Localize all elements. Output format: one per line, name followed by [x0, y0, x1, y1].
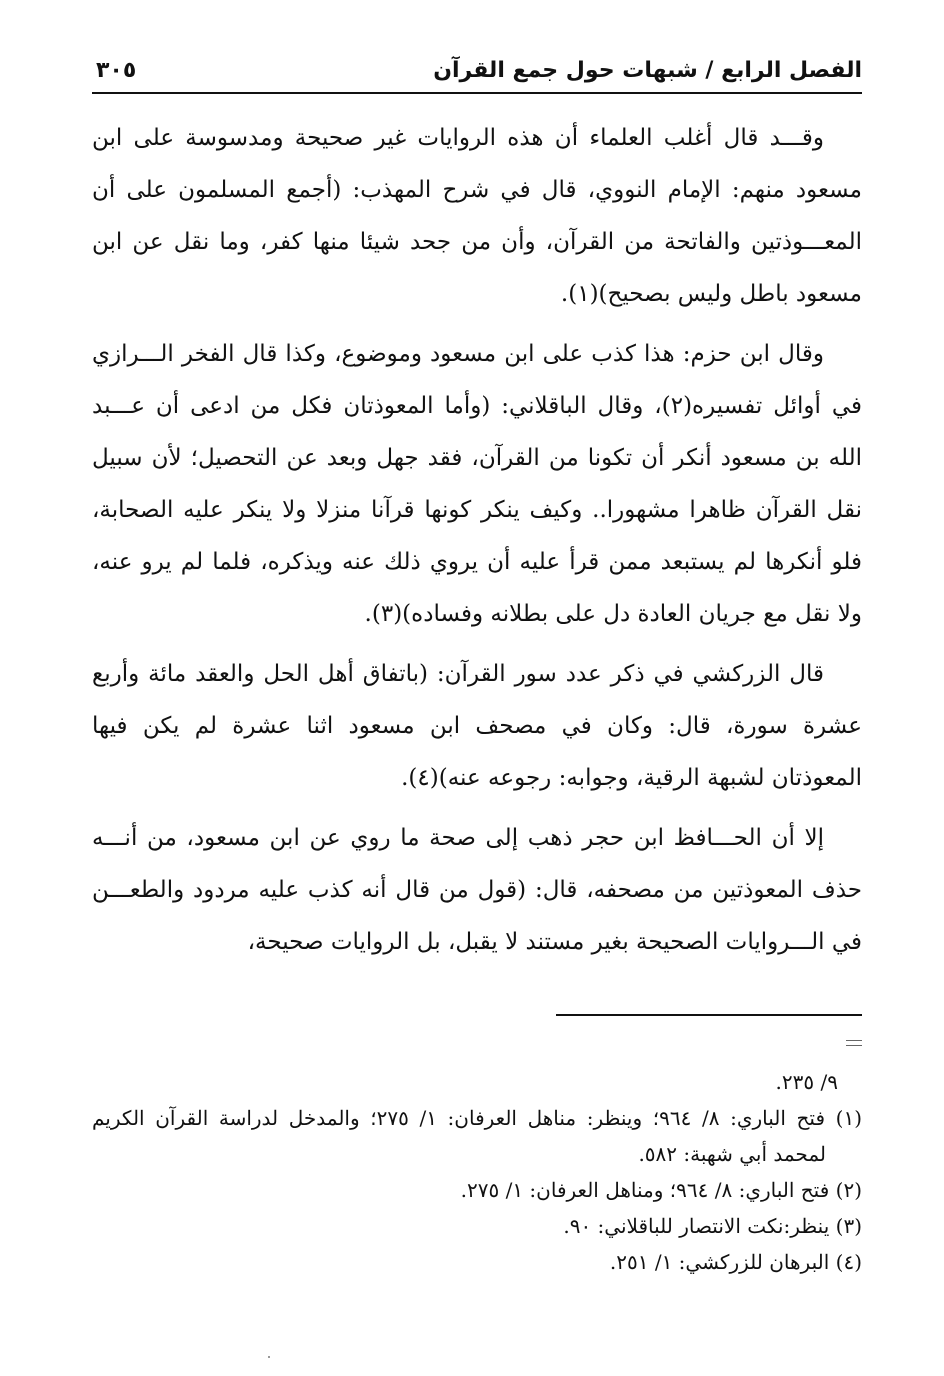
scan-speck	[268, 1356, 270, 1358]
footnote-continuation: ٩/ ٢٣٥.	[775, 1070, 838, 1094]
footnote-item: (٣) ينظر:نكت الانتصار للباقلاني: ٩٠.	[563, 1214, 862, 1238]
footnote-item: (٤) البرهان للزركشي: ١/ ٢٥١.	[609, 1250, 862, 1274]
main-text	[92, 112, 862, 976]
paragraph: وقـــد قال أغلب العلماء أن هذه الروايات غير صحيحة ومدسوسة على ابن مسعود منهم: الإمام النووي، قال في شرح المهذب: (أجمع المسلمون على أن المعـــوذتين والفاتحة من القرآن، وأن من جحد شيئا منها كفر، وما نقل عن ابن مسعود باطل وليس بصحيح)(١).	[92, 125, 862, 307]
footnote-separator	[556, 1014, 862, 1016]
paragraph: قال الزركشي في ذكر عدد سور القرآن: (باتفاق أهل الحل والعقد مائة وأربع عشرة سورة، قال: وكان في مصحف ابن مسعود اثنا عشرة لم يكن فيها المعوذتان لشبهة الرقية، وجوابه: رجوعه عنه)(٤).	[92, 661, 862, 791]
page-number: ٣٠٥	[96, 58, 137, 83]
running-header	[92, 56, 862, 94]
margin-mark	[846, 1040, 862, 1046]
paragraph: وقال ابن حزم: هذا كذب على ابن مسعود وموضوع، وكذا قال الفخر الـــرازي في أوائل تفسيره(٢)، وقال الباقلاني: (وأما المعوذتان فكل من ادعى أن عـــبد الله بن مسعود أنكر أن تكونا من القرآن، فقد جهل وبعد عن التحصيل؛ لأن سبيل نقل القرآن ظاهرا مشهورا.. وكيف ينكر كونها قرآنا منزلا ولا ينكر عليه الصحابة، فلو أنكرها لم يستبعد ممن قرأ عليه أن يروي ذلك عنه ويذكره، فلما لم يرو عنه، ولا نقل مع جريان العادة دل على بطلانه وفساده)(٣).	[92, 341, 863, 627]
footnote-item: (١) فتح الباري: ٨/ ٩٦٤؛ وينظر: مناهل العرفان: ١/ ٢٧٥؛ والمدخل لدراسة القرآن الكريم لمحمد أبي شهبة: ٥٨٢.	[92, 1106, 862, 1166]
paragraph: إلا أن الحـــافظ ابن حجر ذهب إلى صحة ما روي عن ابن مسعود، من أنـــه حذف المعوذتين من مصحفه، قال: (قول من قال أنه كذب عليه مردود والطعـــن في الـــروايات الصحيحة بغير مستند لا يقبل، بل الروايات صحيحة،	[92, 825, 862, 955]
footnotes	[92, 1064, 862, 1280]
chapter-title: الفصل الرابع / شبهات حول جمع القرآن	[433, 58, 862, 83]
footnote-item: (٢) فتح الباري: ٨/ ٩٦٤؛ ومناهل العرفان: ١/ ٢٧٥.	[460, 1178, 862, 1202]
